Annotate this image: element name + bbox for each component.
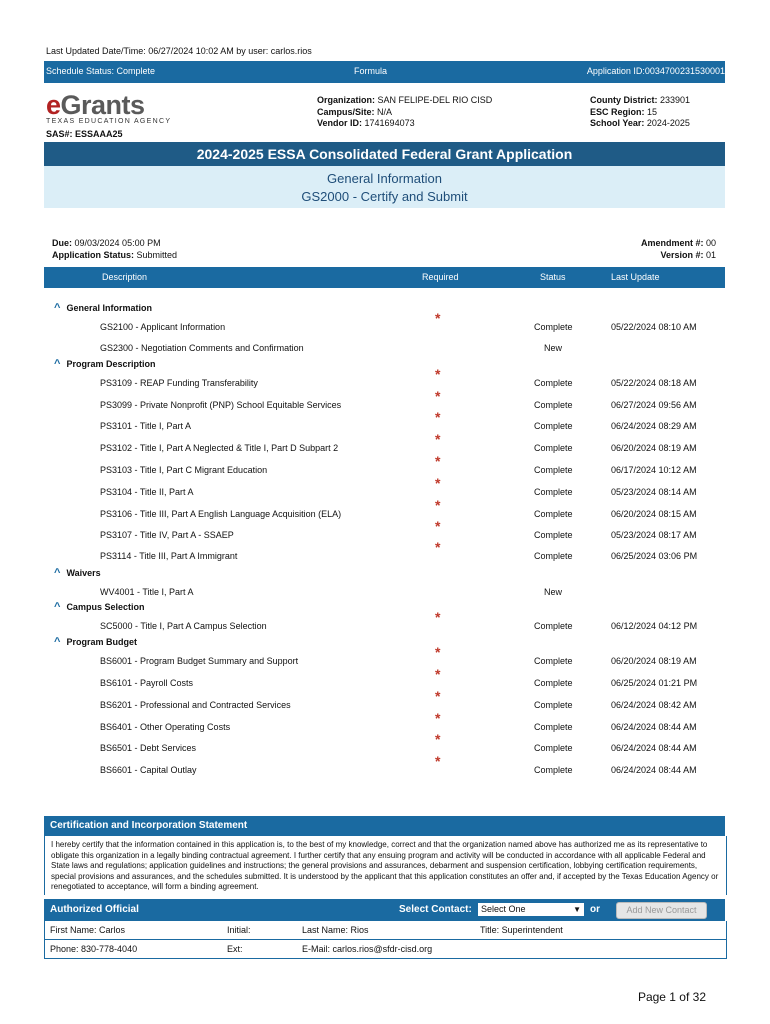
email: E-Mail: carlos.rios@sfdr-cisd.org [302,944,433,954]
last-updated-text: Last Updated Date/Time: 06/27/2024 10:02 AM by user: carlos.rios [46,46,312,56]
col-last-update: Last Update [611,272,660,282]
or-label: or [590,904,600,915]
table-row[interactable]: PS3114 - Title III, Part A Immigrant * Complete 06/25/2024 03:06 PM [100,539,698,561]
col-description: Description [102,272,148,282]
col-required: Required [422,272,459,282]
authorized-official-bar [44,899,725,921]
official-title: Title: Superintendent [480,925,563,935]
col-status: Status [540,272,566,282]
logo-e: e [46,90,61,120]
required-asterisk: * [435,388,441,404]
district-info: County District: 233901 ESC Region: 15 School Year: 2024-2025 [590,95,691,128]
subtitle-schedule: GS2000 - Certify and Submit [301,189,468,204]
required-asterisk: * [435,753,441,769]
chevron-down-icon[interactable]: ▼ [573,905,581,914]
ext: Ext: [227,944,243,954]
table-row[interactable]: WV4001 - Title I, Part A New [100,587,563,597]
section-waivers[interactable]: ^ Waivers [54,567,101,579]
section-campus-selection[interactable]: ^ Campus Selection [54,601,145,613]
page-title: 2024-2025 ESSA Consolidated Federal Grant Application [44,142,725,166]
required-asterisk: * [435,475,441,491]
page-subtitle [44,166,725,208]
table-row[interactable]: PS3103 - Title I, Part C Migrant Education * Complete 06/17/2024 10:12 AM [100,453,697,475]
logo-subtitle: TEXAS EDUCATION AGENCY [46,118,172,125]
required-asterisk: * [435,539,441,555]
last-name: Last Name: Rios [302,925,369,935]
chevron-up-icon[interactable]: ^ [54,601,61,613]
required-asterisk: * [435,310,441,326]
table-row[interactable]: GS2300 - Negotiation Comments and Confirmation New [100,343,563,353]
subtitle-section: General Information [327,171,442,186]
section-program-budget[interactable]: ^ Program Budget [54,636,137,648]
required-asterisk: * [435,453,441,469]
schedule-status: Schedule Status: Complete [46,66,156,76]
table-row[interactable]: BS6501 - Debt Services * Complete 06/24/2024 08:44 AM [100,731,697,753]
section-general-information[interactable]: ^ General Information [54,302,152,314]
schedule-table-header [44,267,725,288]
first-name: First Name: Carlos [50,925,126,935]
authorized-official-title: Authorized Official [50,904,139,915]
page-number: Page 1 of 32 [637,990,706,1004]
formula-label: Formula [354,66,388,76]
required-asterisk: * [435,710,441,726]
table-row[interactable]: PS3101 - Title I, Part A * Complete 06/24/2024 08:29 AM [100,409,697,431]
chevron-up-icon[interactable]: ^ [54,302,61,314]
required-asterisk: * [435,366,441,382]
initial: Initial: [227,925,251,935]
required-asterisk: * [435,644,441,660]
chevron-up-icon[interactable]: ^ [54,358,61,370]
certification-statement: I hereby certify that the information contained in this application is, to the best of my knowledge, correct and that the organization named above has authorized me as its representative to obligate this organization in a legally binding contractual agreement. I further certify that any ensuing program and activity will be conducted in accordance with all applicable Federal and State laws and regulations; application guidelines and instructions; the general provisions and assurances, debarment and suspension certification, lobbying certification requirements, special provisions and assurances, and the schedules submitted. It is understood by the applicant that this application constitutes an offer and, if accepted by the Texas Education Agency or renegotiated to acceptance, will form a binding agreement. [44,836,727,895]
due-info: Due: 09/03/2024 05:00 PM Application Status: Submitted [52,238,178,260]
table-row[interactable]: SC5000 - Title I, Part A Campus Selection * Complete 06/12/2024 04:12 PM [100,609,698,631]
chevron-up-icon[interactable]: ^ [54,636,61,648]
table-row[interactable]: PS3102 - Title I, Part A Neglected & Title I, Part D Subpart 2 * Complete 06/20/2024 08:19 AM [100,431,697,453]
table-row[interactable]: BS6101 - Payroll Costs * Complete 06/25/2024 01:21 PM [100,666,698,688]
table-row[interactable]: PS3107 - Title IV, Part A - SSAEP * Complete 05/23/2024 08:17 AM [100,518,697,540]
required-asterisk: * [435,731,441,747]
required-asterisk: * [435,688,441,704]
required-asterisk: * [435,497,441,513]
table-row[interactable]: PS3106 - Title III, Part A English Language Acquisition (ELA) * Complete 06/20/2024 08:15 AM [100,497,697,519]
select-contact-dropdown[interactable]: Select One ▼ [478,903,584,916]
required-asterisk: * [435,666,441,682]
required-asterisk: * [435,609,441,625]
table-row[interactable]: BS6601 - Capital Outlay * Complete 06/24/2024 08:44 AM [100,753,697,775]
select-contact-label: Select Contact: [399,904,472,915]
required-asterisk: * [435,431,441,447]
chevron-up-icon[interactable]: ^ [54,567,61,579]
table-row[interactable]: BS6401 - Other Operating Costs * Complete 06/24/2024 08:44 AM [100,710,697,732]
table-row[interactable]: PS3109 - REAP Funding Transferability * Complete 05/22/2024 08:18 AM [100,366,697,388]
required-asterisk: * [435,409,441,425]
official-contact-row [44,940,727,959]
egrants-logo [46,92,171,125]
logo-grants: Grants [60,90,145,120]
official-name-row [44,921,727,940]
table-row[interactable]: BS6201 - Professional and Contracted Services * Complete 06/24/2024 08:42 AM [100,688,697,710]
schedule-status-bar [44,61,725,83]
amendment-info: Amendment #: 00 Version #: 01 [640,238,716,260]
section-program-description[interactable]: ^ Program Description [54,358,156,370]
organization-info: Organization: SAN FELIPE-DEL RIO CISD Campus/Site: N/A Vendor ID: 1741694073 [317,95,493,128]
sas-number: SAS#: ESSAAA25 [46,129,123,139]
application-id: Application ID:0034700231530001 [586,66,725,76]
table-row[interactable]: BS6001 - Program Budget Summary and Support * Complete 06/20/2024 08:19 AM [100,644,697,666]
certification-heading: Certification and Incorporation Statement [44,816,725,836]
table-row[interactable]: GS2100 - Applicant Information * Complete 05/22/2024 08:10 AM [100,310,697,332]
phone: Phone: 830-778-4040 [50,944,138,954]
table-row[interactable]: PS3099 - Private Nonprofit (PNP) School Equitable Services * Complete 06/27/2024 09:56 AM [100,388,697,410]
required-asterisk: * [435,518,441,534]
add-new-contact-button[interactable]: Add New Contact [616,902,707,919]
table-row[interactable]: PS3104 - Title II, Part A * Complete 05/23/2024 08:14 AM [100,475,697,497]
